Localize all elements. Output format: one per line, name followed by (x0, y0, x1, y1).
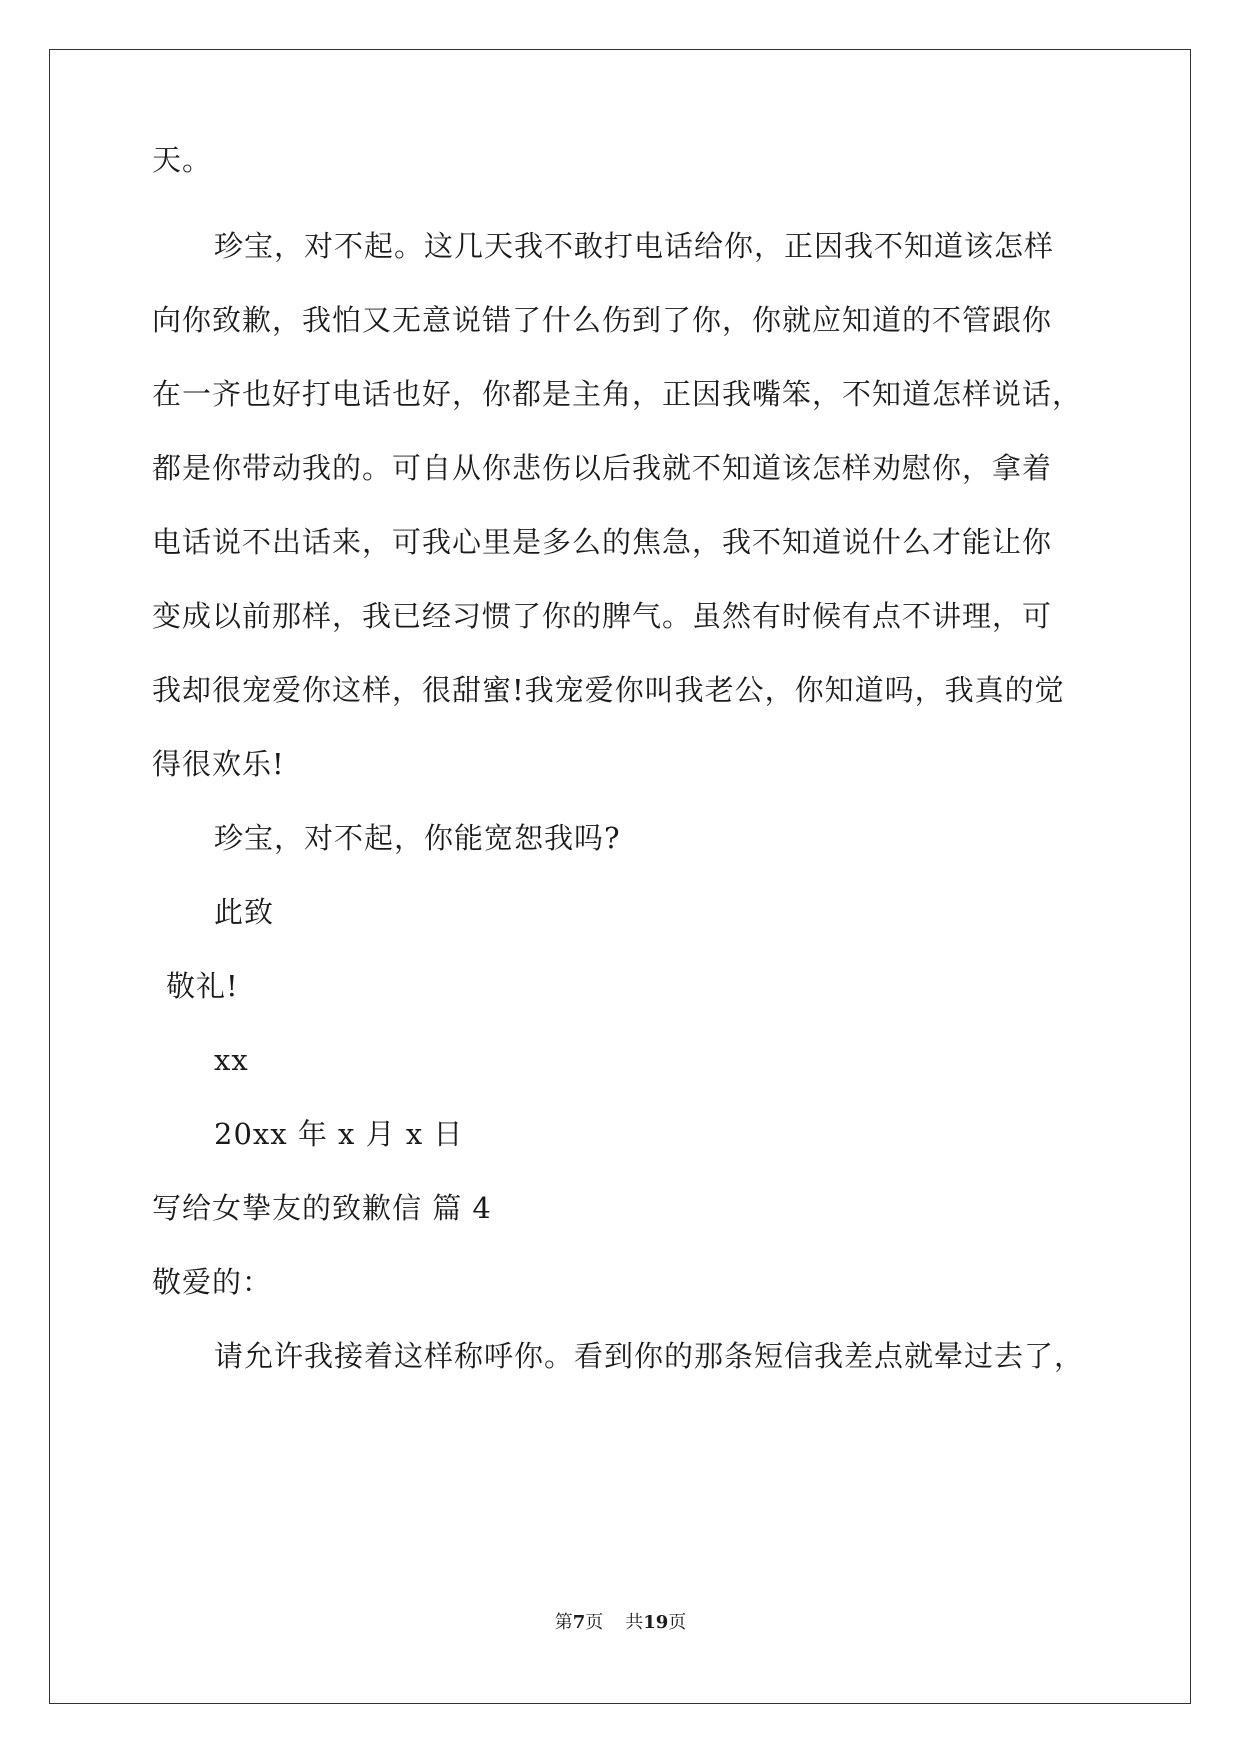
total-suffix: 页 (668, 1612, 687, 1633)
closing-line: 此致 (214, 895, 275, 929)
date-line: 20xx 年 x 月 x 日 (214, 1117, 464, 1151)
text-line: 变成以前那样，我已经习惯了你的脾气。虽然有时候有点不讲理，可 (152, 599, 1053, 633)
text-line: 得很欢乐! (152, 747, 285, 781)
text-line: 电话说不出话来，可我心里是多么的焦急，我不知道说什么才能让你 (152, 525, 1053, 559)
greeting-line: 敬爱的： (152, 1265, 273, 1299)
text-line: 在一齐也好打电话也好，你都是主角，正因我嘴笨，不知道怎样说话， (152, 377, 1083, 411)
paragraph-line: 珍宝，对不起。这几天我不敢打电话给你，正因我不知道该怎样 (214, 229, 1055, 263)
total-pages: 19 (643, 1612, 669, 1633)
page-footer (0, 1611, 1241, 1635)
paragraph-line: 请允许我接着这样称呼你。看到你的那条短信我差点就晕过去了， (214, 1339, 1085, 1373)
page-prefix: 第 (554, 1612, 573, 1633)
salutation-line: 敬礼! (166, 969, 239, 1003)
signature-line: xx (214, 1043, 249, 1077)
text-line: 我却很宠爱你这样，很甜蜜!我宠爱你叫我老公，你知道吗，我真的觉 (152, 673, 1065, 707)
section-heading: 写给女挚友的致歉信 篇 4 (152, 1191, 492, 1225)
page-frame (49, 49, 1191, 1704)
total-prefix: 共 (625, 1612, 644, 1633)
page-suffix: 页 (585, 1612, 604, 1633)
text-line: 都是你带动我的。可自从你悲伤以后我就不知道该怎样劝慰你，拿着 (152, 451, 1053, 485)
text-line: 天。 (152, 143, 213, 177)
paragraph-line: 珍宝，对不起，你能宽恕我吗? (214, 821, 621, 855)
page-number: 7 (572, 1612, 586, 1633)
text-line: 向你致歉，我怕又无意说错了什么伤到了你，你就应知道的不管跟你 (152, 303, 1053, 337)
